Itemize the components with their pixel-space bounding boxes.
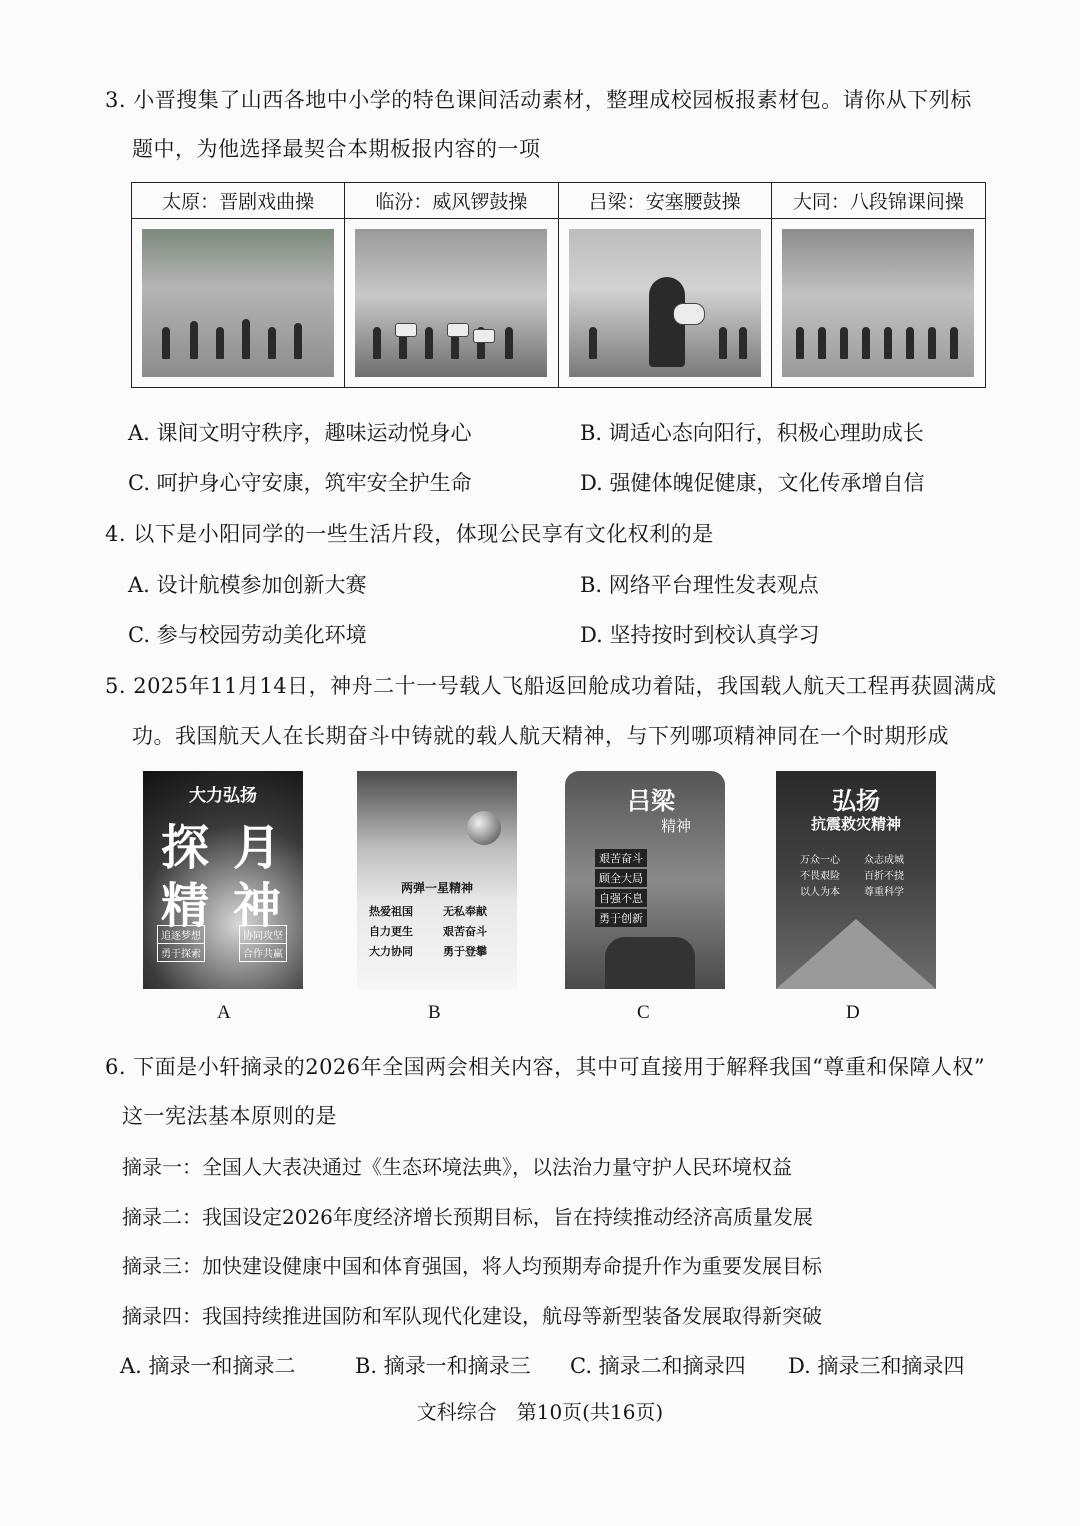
poster-a-char1: 探 bbox=[161, 820, 210, 876]
q6-stem-line1: 6. 下面是小轩摘录的2026年全国两会相关内容，其中可直接用于解释我国“尊重和保障人权” bbox=[105, 1055, 986, 1079]
poster-caption-a: A bbox=[217, 1002, 231, 1023]
q6-excerpt-2: 摘录二：我国设定2026年度经济增长预期目标，旨在持续推动经济高质量发展 bbox=[122, 1205, 813, 1229]
q6-excerpt-4: 摘录四：我国持续推进国防和军队现代化建设，航母等新型装备发展取得新突破 bbox=[122, 1304, 822, 1328]
poster-d-item: 万众一心 bbox=[800, 855, 840, 866]
poster-a-char4: 神 bbox=[233, 878, 282, 934]
q3-photo-cell-lvliang bbox=[559, 219, 772, 387]
poster-lvliang-spirit bbox=[565, 771, 725, 989]
q4-option-a: A. 设计航模参加创新大赛 bbox=[128, 573, 367, 597]
poster-a-tag: 勇于探索 bbox=[157, 943, 205, 962]
q3-option-b: B. 调适心态向阳行，积极心理助成长 bbox=[580, 421, 924, 445]
q3-header-linfen: 临汾：威风锣鼓操 bbox=[345, 183, 558, 219]
q6-option-c: C. 摘录二和摘录四 bbox=[570, 1354, 746, 1378]
poster-a-char3: 精 bbox=[161, 878, 210, 934]
poster-b-title: 两弹一星精神 bbox=[400, 881, 473, 895]
poster-b-item: 艰苦奋斗 bbox=[443, 925, 487, 938]
poster-b-item: 无私奉献 bbox=[443, 905, 487, 918]
poster-b-item: 大力协同 bbox=[369, 945, 413, 958]
q6-stem-line2: 这一宪法基本原则的是 bbox=[122, 1104, 337, 1128]
gong-drum-exercise-photo bbox=[355, 229, 547, 377]
satellite-icon bbox=[467, 811, 501, 845]
poster-b-item: 热爱祖国 bbox=[369, 905, 413, 918]
opera-exercise-photo bbox=[142, 229, 334, 377]
waist-drum-exercise-photo bbox=[569, 229, 761, 377]
q3-header-taiyuan: 太原：晋剧戏曲操 bbox=[132, 183, 345, 219]
poster-caption-c: C bbox=[637, 1002, 650, 1023]
q3-photo-cell-taiyuan bbox=[132, 219, 345, 387]
memorial-shape bbox=[776, 919, 936, 989]
poster-b-item: 勇于登攀 bbox=[443, 945, 487, 958]
q3-photo-cell-linfen bbox=[345, 219, 558, 387]
q3-option-d: D. 强健体魄促健康，文化传承增自信 bbox=[580, 471, 925, 495]
poster-d-title: 弘扬 bbox=[832, 786, 880, 815]
q6-excerpt-3: 摘录三：加快建设健康中国和体育强国，将人均预期寿命提升作为重要发展目标 bbox=[122, 1254, 822, 1278]
q6-option-a: A. 摘录一和摘录二 bbox=[120, 1354, 296, 1378]
q6-option-b: B. 摘录一和摘录三 bbox=[355, 1354, 531, 1378]
poster-a-tag: 合作共赢 bbox=[239, 943, 287, 962]
q3-option-a: A. 课间文明守秩序，趣味运动悦身心 bbox=[128, 421, 472, 445]
q3-activity-table bbox=[131, 182, 986, 388]
poster-a-top: 大力弘扬 bbox=[189, 786, 257, 806]
poster-c-item: 勇于创新 bbox=[595, 909, 647, 927]
poster-a-tag: 追逐梦想 bbox=[157, 925, 205, 944]
q3-header-lvliang: 吕梁：安塞腰鼓操 bbox=[559, 183, 772, 219]
poster-a-tag: 协同攻坚 bbox=[239, 925, 287, 944]
q5-stem-line1: 5. 2025年11月14日，神舟二十一号载人飞船返回舱成功着陆，我国载人航天工程再获圆满成 bbox=[105, 674, 997, 698]
poster-d-item: 以人为本 bbox=[800, 887, 840, 898]
poster-c-item: 自强不息 bbox=[595, 889, 647, 907]
poster-two-bombs-one-satellite bbox=[357, 771, 517, 989]
poster-c-title: 吕梁 bbox=[627, 786, 675, 815]
q4-option-d: D. 坚持按时到校认真学习 bbox=[580, 623, 820, 647]
q3-option-c: C. 呵护身心守安康，筑牢安全护生命 bbox=[128, 471, 472, 495]
poster-c-item: 顾全大局 bbox=[595, 869, 647, 887]
poster-caption-d: D bbox=[846, 1002, 860, 1023]
poster-d-item: 尊重科学 bbox=[864, 887, 904, 898]
q3-stem-line2: 题中，为他选择最契合本期板报内容的一项 bbox=[132, 137, 541, 161]
poster-d-item: 不畏艰险 bbox=[800, 871, 840, 882]
poster-lunar-exploration-spirit bbox=[143, 771, 303, 989]
poster-a-char2: 月 bbox=[233, 820, 282, 876]
q3-photo-cell-datong bbox=[772, 219, 985, 387]
monument-statue bbox=[605, 937, 695, 989]
poster-d-item: 百折不挠 bbox=[864, 871, 904, 882]
poster-earthquake-relief-spirit bbox=[776, 771, 936, 989]
q4-option-c: C. 参与校园劳动美化环境 bbox=[128, 623, 367, 647]
q4-option-b: B. 网络平台理性发表观点 bbox=[580, 573, 819, 597]
poster-caption-b: B bbox=[428, 1002, 441, 1023]
q3-stem-line1: 3. 小晋搜集了山西各地中小学的特色课间活动素材，整理成校园板报素材包。请你从下列标 bbox=[105, 88, 972, 112]
poster-d-subtitle: 抗震救灾精神 bbox=[810, 815, 901, 833]
q6-option-d: D. 摘录三和摘录四 bbox=[788, 1354, 965, 1378]
baduanjin-exercise-photo bbox=[782, 229, 974, 377]
poster-b-item: 自力更生 bbox=[369, 925, 413, 938]
q5-stem-line2: 功。我国航天人在长期奋斗中铸就的载人航天精神，与下列哪项精神同在一个时期形成 bbox=[132, 724, 949, 748]
q6-excerpt-1: 摘录一：全国人大表决通过《生态环境法典》，以法治力量守护人民环境权益 bbox=[122, 1155, 792, 1179]
poster-c-subtitle: 精神 bbox=[661, 817, 692, 835]
poster-c-item: 艰苦奋斗 bbox=[595, 849, 647, 867]
page-footer: 文科综合 第10页(共16页) bbox=[416, 1400, 664, 1424]
q4-stem: 4. 以下是小阳同学的一些生活片段，体现公民享有文化权利的是 bbox=[105, 522, 714, 546]
q3-header-datong: 大同：八段锦课间操 bbox=[772, 183, 985, 219]
poster-d-item: 众志成城 bbox=[864, 855, 904, 866]
